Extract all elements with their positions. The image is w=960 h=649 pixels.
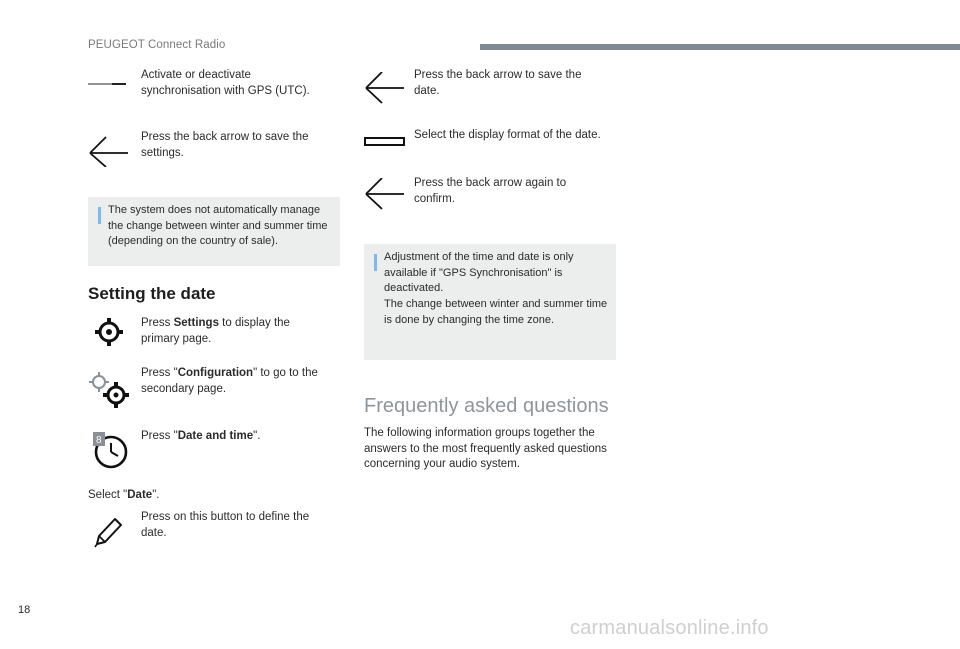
- gears-icon: [88, 371, 130, 409]
- page-number: 18: [18, 604, 31, 616]
- header-bar: [480, 44, 960, 50]
- gps-sync-text: Activate or deactivate synchronisation with GPS (UTC).: [141, 69, 310, 97]
- info-text-gps: Adjustment of the time and date is only available if "GPS Synchronisation" is deactivated.: [384, 251, 574, 294]
- define-date-text: Press on this button to define the date.: [141, 511, 310, 539]
- press-settings-text: Press Settings to display the primary page.: [141, 317, 290, 345]
- toggle-switch-icon: [88, 82, 128, 90]
- info-icon: [98, 207, 101, 224]
- back-arrow-icon: [364, 178, 406, 210]
- info-box-gps: [364, 244, 616, 360]
- info-icon: [374, 254, 377, 271]
- back-save-settings-text: Press the back arrow to save the settings.: [141, 131, 309, 159]
- info-text: The system does not automatically manage the change between winter and summer time (depending on the country of sale).: [108, 204, 328, 247]
- faq-intro-text: The following information groups together the answers to the most frequently asked questions concerning your audio system.: [364, 427, 607, 470]
- section-title-setting-date: Setting the date: [88, 284, 216, 303]
- header-title: PEUGEOT Connect Radio: [88, 39, 226, 51]
- pencil-icon: [93, 516, 123, 548]
- format-bar-icon: [364, 137, 406, 147]
- clock-icon: [91, 430, 129, 470]
- press-date-time-text: Press "Date and time".: [141, 430, 261, 442]
- back-save-date-text: Press the back arrow to save the date.: [414, 69, 582, 97]
- format-date-text: Select the display format of the date.: [414, 129, 601, 141]
- press-configuration-text: Press "Configuration" to go to the secondary page.: [141, 367, 318, 395]
- back-arrow-icon: [364, 72, 406, 104]
- svg-text:8: 8: [96, 435, 102, 446]
- info-text-timezone: The change between winter and summer time is done by changing the time zone.: [384, 298, 608, 326]
- back-confirm-text: Press the back arrow again to confirm.: [414, 177, 567, 205]
- info-box-summer-time: [88, 197, 340, 266]
- select-date-text: Select "Date".: [88, 489, 160, 501]
- back-arrow-icon: [88, 135, 130, 167]
- gear-icon: [93, 316, 125, 348]
- watermark: carmanualsonline.info: [570, 617, 769, 639]
- section-title-faq: Frequently asked questions: [364, 395, 609, 417]
